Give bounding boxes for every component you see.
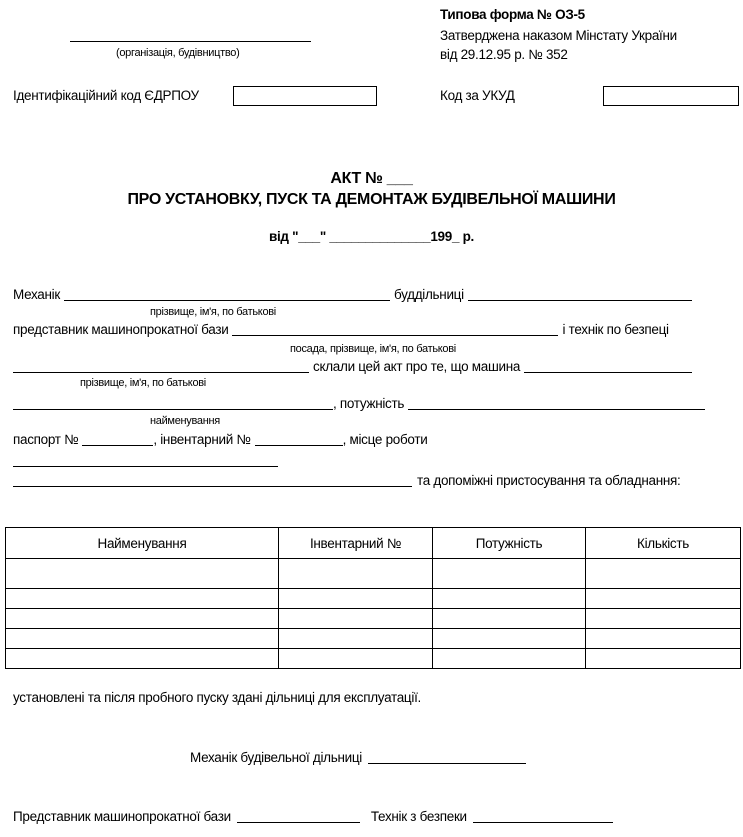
safety-tech-signature[interactable] — [473, 808, 613, 823]
cell[interactable] — [6, 559, 279, 589]
cell[interactable] — [433, 629, 586, 649]
inventory-field[interactable] — [255, 431, 343, 446]
approved-by: Затверджена наказом Мінстату України — [440, 28, 677, 43]
cell[interactable] — [433, 589, 586, 609]
power-field[interactable] — [408, 395, 705, 410]
col-name: Найменування — [6, 528, 279, 559]
cell[interactable] — [586, 649, 741, 669]
machine-name-field[interactable] — [13, 395, 333, 410]
table-row — [6, 649, 741, 669]
caption-title: найменування — [150, 415, 220, 427]
site-label: буддільниці — [393, 287, 464, 302]
cell[interactable] — [586, 559, 741, 589]
table-row — [6, 609, 741, 629]
installed-text: установлені та після пробного пуску здані дільниці для експлуатації. — [13, 690, 421, 705]
form-number: Типова форма № ОЗ-5 — [440, 7, 585, 22]
workplace-field[interactable] — [13, 466, 278, 467]
cell[interactable] — [586, 609, 741, 629]
table-row — [6, 589, 741, 609]
act-number: АКТ № ___ — [330, 170, 413, 187]
ukud-label: Код за УКУД — [440, 88, 515, 103]
workplace-field-2[interactable] — [13, 472, 412, 487]
cell[interactable] — [6, 629, 279, 649]
power-label: , потужність — [333, 396, 405, 411]
cell[interactable] — [6, 609, 279, 629]
cell[interactable] — [279, 609, 433, 629]
mechanic-label: Механік — [13, 287, 60, 302]
cell[interactable] — [586, 629, 741, 649]
table-header-row — [6, 528, 741, 559]
rep-label: представник машинопрокатної бази — [13, 322, 229, 337]
site-mechanic-label: Механік будівельної дільниці — [190, 750, 363, 765]
equipment-table — [5, 527, 741, 669]
cell[interactable] — [279, 559, 433, 589]
safety-tech-label: Технік з безпеки — [370, 809, 467, 824]
passport-label: паспорт № — [13, 432, 79, 447]
caption-name-2: прізвище, ім'я, по батькові — [80, 377, 206, 389]
mechanic-name-field[interactable] — [64, 286, 390, 301]
workplace-label: , місце роботи — [342, 432, 428, 447]
ukud-field[interactable] — [603, 86, 739, 106]
cell[interactable] — [586, 589, 741, 609]
act-date: від "___" ______________199_ р. — [268, 229, 475, 244]
caption-name: прізвище, ім'я, по батькові — [150, 306, 276, 318]
site-field[interactable] — [468, 286, 692, 301]
cell[interactable] — [6, 649, 279, 669]
passport-field[interactable] — [82, 431, 153, 446]
edrpou-label: Ідентифікаційний код ЄДРПОУ — [13, 88, 199, 103]
safety-label: і технік по безпеці — [562, 322, 669, 337]
col-inventory: Інвентарний № — [279, 528, 433, 559]
organization-field[interactable] — [70, 41, 311, 42]
site-mechanic-signature[interactable] — [368, 749, 526, 764]
aux-label: та допоміжні пристосування та обладнання: — [417, 473, 681, 488]
cell[interactable] — [279, 649, 433, 669]
caption-position: посада, прізвище, ім'я, по батькові — [290, 343, 456, 355]
cell[interactable] — [433, 559, 586, 589]
cell[interactable] — [433, 609, 586, 629]
cell[interactable] — [6, 589, 279, 609]
organization-caption: (організація, будівництво) — [116, 47, 240, 59]
inventory-label: , інвентарний № — [153, 432, 251, 447]
approved-date: від 29.12.95 р. № 352 — [440, 47, 568, 62]
edrpou-field[interactable] — [233, 86, 377, 106]
table-row — [6, 559, 741, 589]
col-quantity: Кількість — [586, 528, 741, 559]
cell[interactable] — [279, 629, 433, 649]
rep-signature-label: Представник машинопрокатної бази — [13, 809, 231, 824]
safety-tech-field[interactable] — [13, 358, 309, 373]
cell[interactable] — [433, 649, 586, 669]
rep-signature[interactable] — [237, 808, 360, 823]
table-row — [6, 629, 741, 649]
machine-field[interactable] — [524, 358, 692, 373]
col-power: Потужність — [433, 528, 586, 559]
composed-label: склали цей акт про те, що машина — [313, 359, 521, 374]
cell[interactable] — [279, 589, 433, 609]
act-title: ПРО УСТАНОВКУ, ПУСК ТА ДЕМОНТАЖ БУДІВЕЛЬНОЇ МАШИНИ — [127, 191, 616, 208]
rep-field[interactable] — [232, 321, 558, 336]
